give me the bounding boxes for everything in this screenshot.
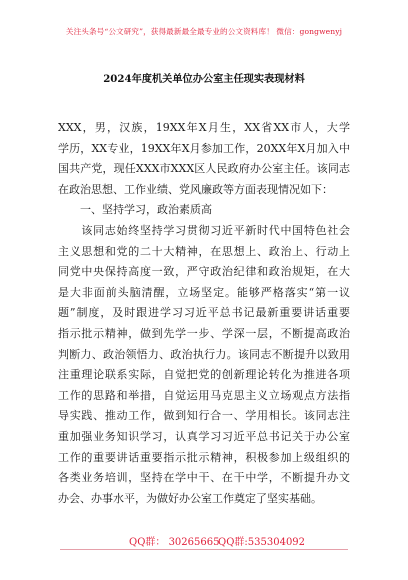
- document-body: [58, 118, 350, 509]
- body-line: 该同志始终坚持学习贯彻习近平新时代中国特色社会: [58, 223, 350, 237]
- section-heading: 一、坚持学习，政治素质高: [58, 203, 212, 217]
- body-line: 是大非面前头脑清醒，立场坚定。能够严格落实“第一议: [58, 285, 350, 299]
- promo-banner: 关注头条号“公文研究”，获得最新最全最专业的公文资料库！ 微信：gongwenyj: [65, 27, 343, 36]
- body-line: 同党中央保持高度一致，严守政治纪律和政治规矩，在大: [58, 265, 350, 279]
- body-line: 重加强业务知识学习，认真学习习近平总书记关于办公室: [58, 429, 350, 443]
- qq-group-label-2: QQ群:535304092: [218, 537, 306, 548]
- body-line: 学历，XX专业，19XX年X月参加工作，20XX年X月加入中: [58, 141, 350, 155]
- body-line: 主义思想和党的二十大精神，在思想上、政治上、行动上: [58, 244, 350, 258]
- body-line: 工作的重要讲话重要指示批示精神，积极参加上级组织的: [58, 450, 350, 464]
- body-line: 办会、办事水平，为做好办公室工作奠定了坚实基础。: [58, 491, 322, 505]
- body-line: 工作的思路和举措，自觉运用马克思主义立场观点方法指: [58, 388, 350, 402]
- body-line: 国共产党，现任XXX市XXX区人民政府办公室主任。该同志: [58, 162, 350, 176]
- body-line: 导实践、推动工作，做到知行合一、学用相长。该同志注: [58, 409, 350, 423]
- document-title: 2024年度机关单位办公室主任现实表现材料: [103, 73, 305, 85]
- body-line: 各类业务培训，坚持在学中干、在干中学，不断提升办文: [58, 471, 350, 485]
- qq-group-label-1: QQ群： 30265665: [129, 537, 220, 548]
- body-line: 题”制度，及时跟进学习习近平总书记最新重要讲话重要: [58, 306, 350, 320]
- footer-divider: [60, 549, 348, 550]
- body-line: 判断力、政治领悟力、政治执行力。该同志不断提升以致用: [58, 347, 350, 361]
- body-line: XXX，男，汉族，19XX年X月生，XX省XX市人，大学: [58, 121, 350, 134]
- body-line: 注重理论联系实际，自觉把党的创新理论转化为推进各项: [58, 368, 350, 382]
- body-line: 指示批示精神，做到先学一步、学深一层，不断提高政治: [58, 326, 350, 340]
- body-line: 在政治思想、工作业绩、党风廉政等方面表现情况如下：: [58, 182, 333, 196]
